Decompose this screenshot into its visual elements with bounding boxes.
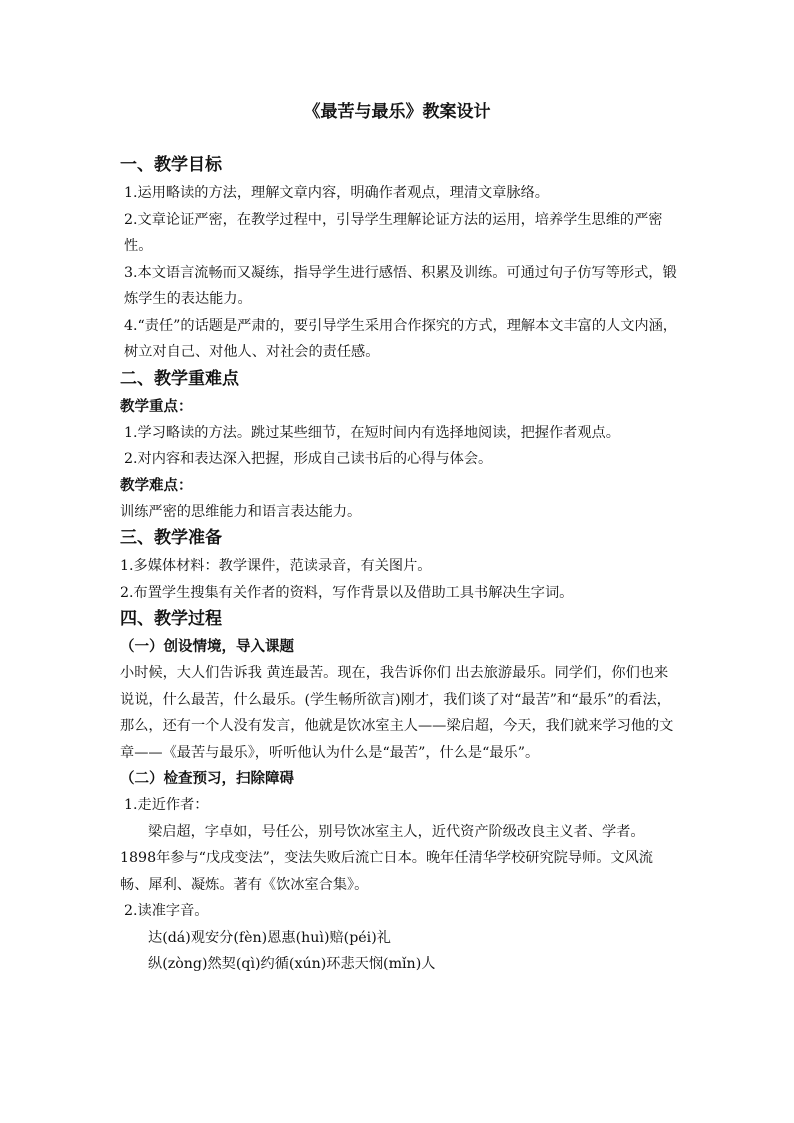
intro-paragraph: 小时候，大人们告诉我 黄连最苦。现在，我告诉你们 出去旅游最乐。同学们，你们也来说说，什么最苦，什么最乐。(学生畅所欲言)刚才，我们谈了对“最苦”和“最乐”的看法，那么，还有一个人没有发言，他就是饮冰室主人——梁启超，今天，我们就来学习他的文章——《最苦与最乐》，听听他认为什么是“最苦”，什么是“最乐”。 [120, 665, 674, 761]
section-heading-process: 四、教学过程 [120, 609, 222, 629]
pronunciation-line: 纵(zòng)然契(qì)约循(xún)环悲天悯(mǐn)人 [148, 956, 436, 972]
objective-item: 1.运用略读的方法，理解文章内容，明确作者观点，理清文章脉络。 [124, 185, 549, 201]
author-paragraph: 梁启超，字卓如，号任公，别号饮冰室主人，近代资产阶级改良主义者、学者。1898年参与“戊戌变法”，变法失败后流亡日本。晚年任清华学校研究院导师。文风流畅、犀利、凝炼。著有《饮冰室合集》。 [120, 823, 653, 893]
pronunciation-line: 达(dá)观安分(fèn)恩惠(huì)赔(péi)礼 [148, 929, 391, 946]
section-heading-preparation: 三、教学准备 [120, 528, 222, 548]
key-point-item: 2.对内容和表达深入把握，形成自己读书后的心得与体会。 [124, 451, 493, 467]
objective-item: 3.本文语言流畅而又凝练，指导学生进行感悟、积累及训练。可通过句子仿写等形式，锻炼学生的表达能力。 [124, 264, 677, 307]
section-heading-key-points: 二、教学重难点 [120, 368, 239, 389]
document-body [120, 152, 680, 978]
page-title: 《最苦与最乐》教案设计 [303, 102, 491, 122]
objective-item: 2.文章论证严密，在教学过程中，引导学生理解论证方法的运用，培养学生思维的严密性。 [124, 211, 663, 254]
preparation-item: 2.布置学生搜集有关作者的资料，写作背景以及借助工具书解决生字词。 [120, 584, 574, 601]
process-part-heading: （二）检查预习，扫除障碍 [120, 770, 294, 787]
author-label: 1.走近作者： [124, 797, 209, 813]
key-points-label: 教学重点： [120, 397, 193, 415]
process-part-heading: （一）创设情境，导入课题 [120, 638, 294, 655]
difficulty-text: 训练严密的思维能力和语言表达能力。 [120, 503, 362, 520]
preparation-item: 1.多媒体材料：教学课件，范读录音，有关图片。 [120, 558, 432, 574]
difficulty-label: 教学难点： [120, 476, 193, 494]
section-heading-objectives: 一、教学目标 [120, 155, 222, 175]
pronunciation-label: 2.读准字音。 [124, 903, 209, 919]
objective-item: 4.“责任”的话题是严肃的，要引导学生采用合作探究的方式，理解本文丰富的人文内涵，树立对自己、对他人、对社会的责任感。 [124, 317, 677, 360]
key-point-item: 1.学习略读的方法。跳过某些细节，在短时间内有选择地阅读，把握作者观点。 [124, 424, 620, 441]
